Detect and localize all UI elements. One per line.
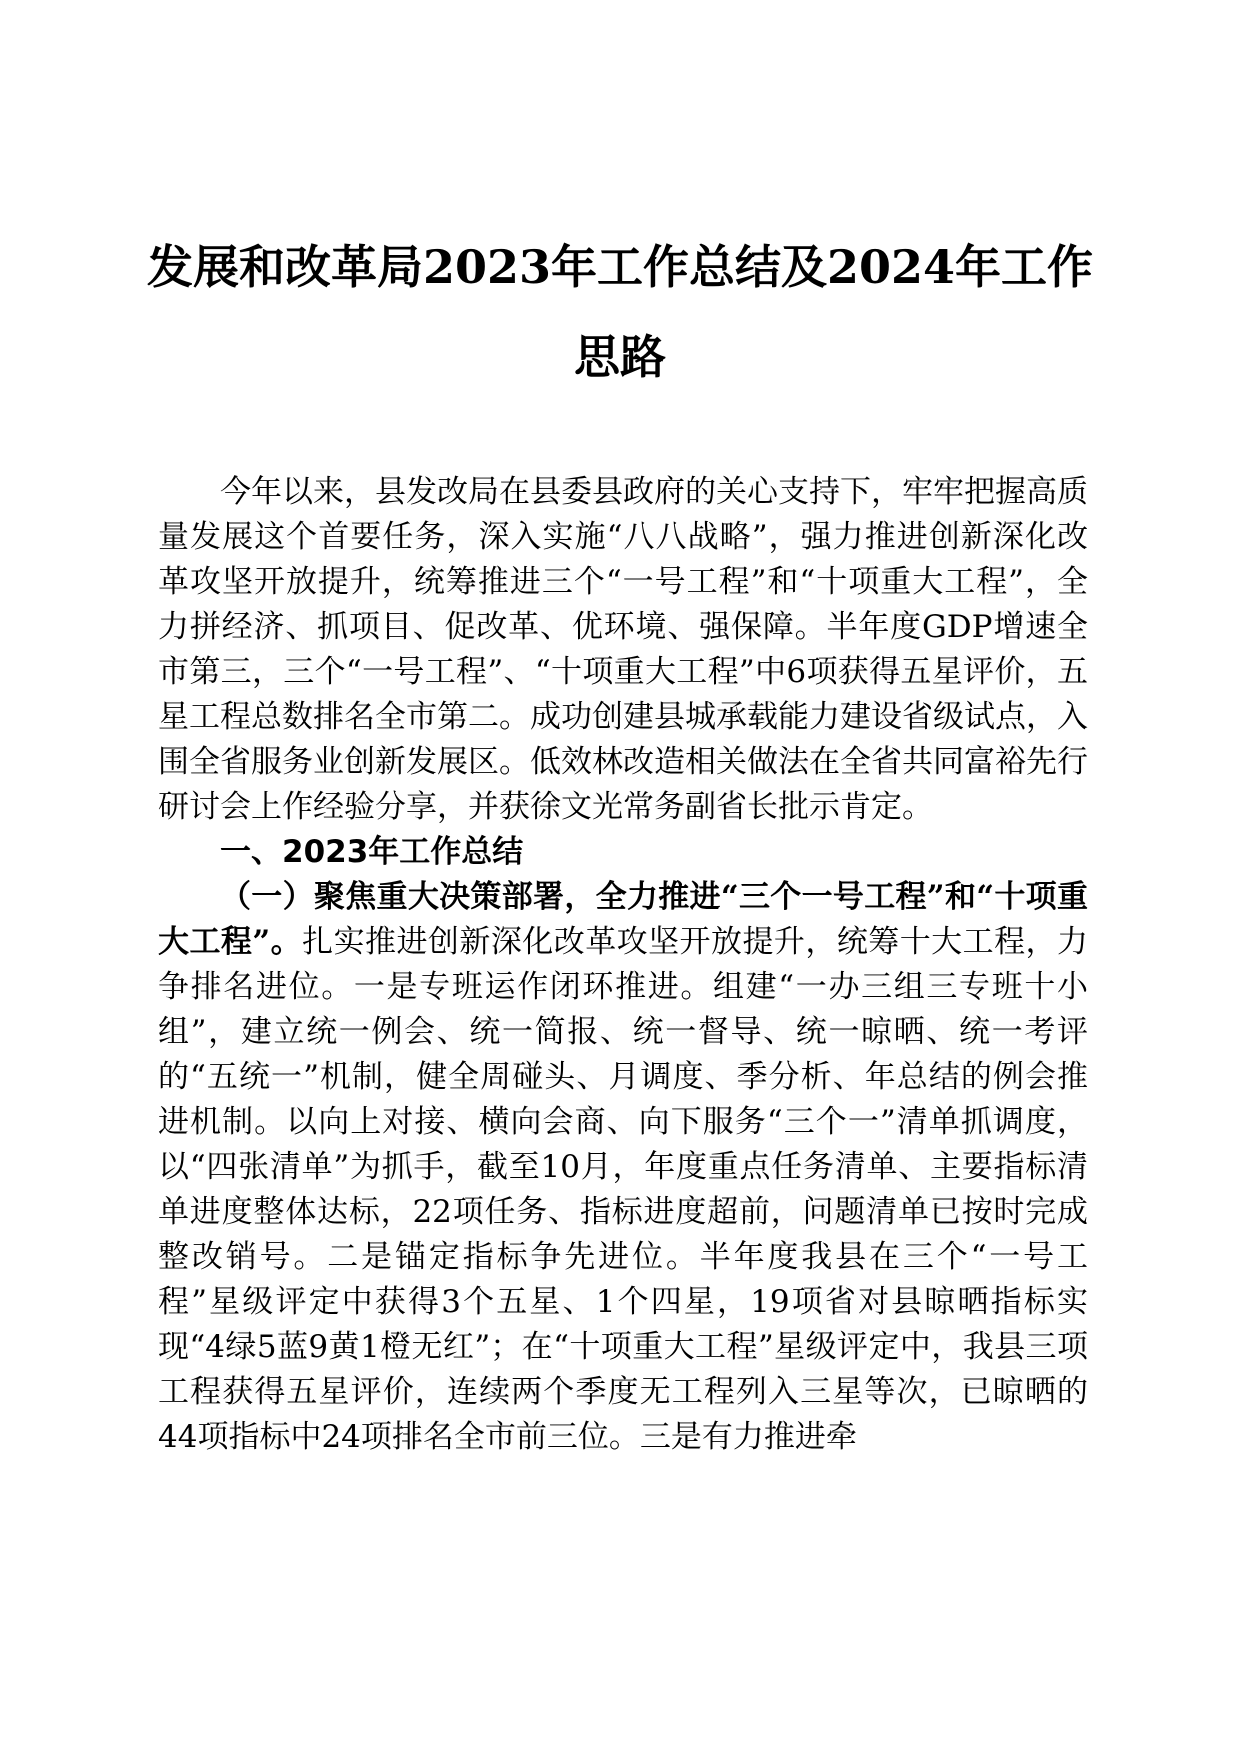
intro-paragraph: 今年以来，县发改局在县委县政府的关心支持下，牢牢把握高质量发展这个首要任务，深入实施“八八战略”，强力推进创新深化改革攻坚开放提升，统筹推进三个“一号工程”和“十项重大工程”，全力拼经济、抓项目、促改革、优环境、强保障。半年度GDP增速全市第三，三个“一号工程”、“十项重大工程”中6项获得五星评价，五星工程总数排名全市第二。成功创建县城承载能力建设省级试点，入围全省服务业创新发展区。低效林改造相关做法在全省共同富裕先行研讨会上作经验分享，并获徐文光常务副省长批示肯定。 — [158, 474, 1088, 825]
document-title — [140, 222, 1100, 402]
subsection-lead: （一）聚焦重大决策部署，全力推进“三个一号工程”和“十项重大工程”。 — [158, 879, 1088, 960]
subsection-paragraph — [158, 875, 1088, 1460]
subsection-body: 扎实推进创新深化改革攻坚开放提升，统筹十大工程，力争排名进位。一是专班运作闭环推进。组建“一办三组三专班十小组”，建立统一例会、统一简报、统一督导、统一晾晒、统一考评的“五统一”机制，健全周碰头、月调度、季分析、年总结的例会推进机制。以向上对接、横向会商、向下服务“三个一”清单抓调度，以“四张清单”为抓手，截至10月，年度重点任务清单、主要指标清单进度整体达标，22项任务、指标进度超前，问题清单已按时完成整改销号。二是锚定指标争先进位。半年度我县在三个“一号工程”星级评定中获得3个五星、1个四星，19项省对县晾晒指标实现“4绿5蓝9黄1橙无红”；在“十项重大工程”星级评定中，我县三项工程获得五星评价，连续两个季度无工程列入三星等次，已晾晒的44项指标中24项排名全市前三位。三是有力推进牵 — [158, 924, 1088, 1455]
title-line-2: 思路 — [574, 330, 666, 384]
title-line-1: 发展和改革局2023年工作总结及2024年工作 — [146, 240, 1094, 294]
section-heading: 一、2023年工作总结 — [220, 834, 524, 870]
document-body — [158, 470, 1088, 1460]
